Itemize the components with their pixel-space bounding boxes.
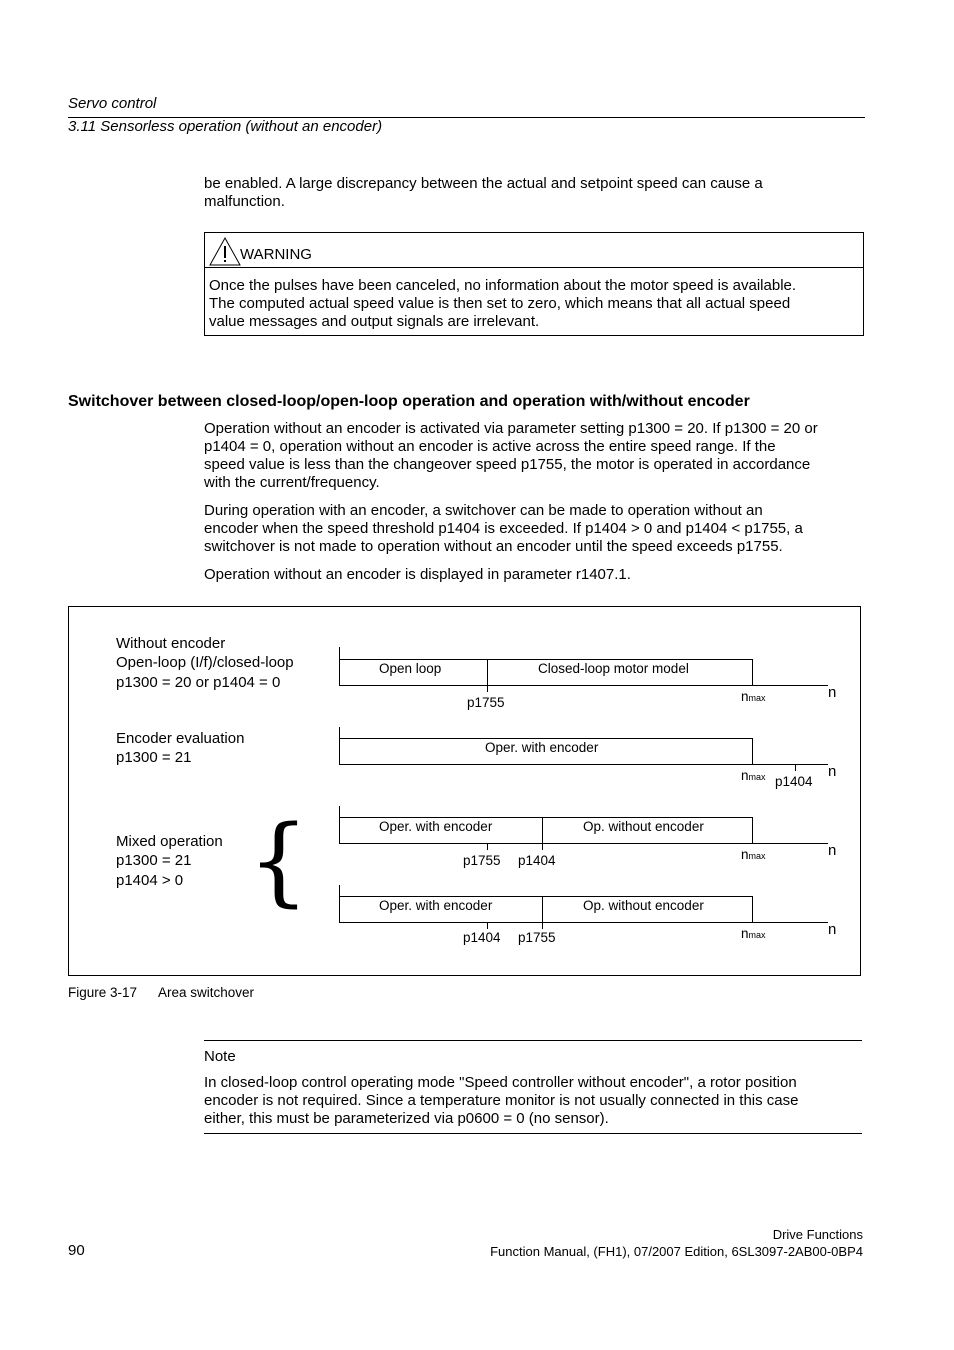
row1-tick-label-p1755: p1755 bbox=[467, 695, 505, 710]
row3b-segment-with-encoder: Oper. with encoder bbox=[379, 898, 493, 913]
row3-label-2: p1300 = 21 bbox=[116, 852, 192, 869]
note-line-3: either, this must be parameterized via p0600 = 0 (no sensor). bbox=[204, 1110, 609, 1127]
row3b-nmax-label: nmax bbox=[741, 926, 766, 941]
row2-label-2: p1300 = 21 bbox=[116, 749, 192, 766]
row2-axis-n-label: n bbox=[828, 763, 837, 780]
row3b-segment-without-encoder: Op. without encoder bbox=[583, 898, 704, 913]
row2-p1404-tick bbox=[795, 764, 796, 771]
intro-line-1: be enabled. A large discrepancy between the actual and setpoint speed can cause a bbox=[204, 175, 763, 192]
row3a-segment-with-encoder: Oper. with encoder bbox=[379, 819, 493, 834]
row3a-p1755-tick bbox=[487, 843, 488, 850]
warning-line-3: value messages and output signals are irrelevant. bbox=[209, 313, 540, 330]
row2-tick-label-p1404: p1404 bbox=[775, 774, 813, 789]
row3a-segment-without-encoder: Op. without encoder bbox=[583, 819, 704, 834]
row3b-axis bbox=[339, 922, 828, 923]
running-header-section: 3.11 Sensorless operation (without an encoder) bbox=[68, 118, 383, 135]
row1-segment-open-loop: Open loop bbox=[379, 661, 442, 676]
warning-title: WARNING bbox=[240, 246, 312, 263]
paragraph-2-line-1: During operation with an encoder, a switchover can be made to operation without an bbox=[204, 502, 763, 519]
row1-label-3: p1300 = 20 or p1404 = 0 bbox=[116, 674, 281, 691]
paragraph-1-line-1: Operation without an encoder is activated via parameter setting p1300 = 20. If p1300 = 20 or bbox=[204, 420, 818, 437]
row3b-divider-tick bbox=[542, 896, 543, 929]
row2-nmax-label: nmax bbox=[741, 768, 766, 783]
row3b-tick-label-p1755: p1755 bbox=[518, 930, 556, 945]
footer-doc-info: Function Manual, (FH1), 07/2007 Edition, 6SL3097-2AB00-0BP4 bbox=[490, 1244, 863, 1259]
note-bottom-rule bbox=[204, 1133, 862, 1134]
row1-axis bbox=[339, 685, 828, 686]
header-rule bbox=[68, 117, 865, 118]
paragraph-3: Operation without an encoder is displayed in parameter r1407.1. bbox=[204, 566, 631, 583]
paragraph-2-line-3: switchover is not made to operation without an encoder until the speed exceeds p1755. bbox=[204, 538, 783, 555]
figure-caption-text: Area switchover bbox=[158, 985, 255, 1000]
intro-line-2: malfunction. bbox=[204, 193, 285, 210]
note-top-rule bbox=[204, 1040, 862, 1041]
row3b-p1404-tick bbox=[487, 922, 488, 929]
paragraph-1-line-2: p1404 = 0, operation without an encoder is active across the entire speed range. If the bbox=[204, 438, 776, 455]
paragraph-2-line-2: encoder when the speed threshold p1404 is exceeded. If p1404 > 0 and p1404 < p1755, a bbox=[204, 520, 803, 537]
row1-divider-tick bbox=[487, 659, 488, 692]
note-title: Note bbox=[204, 1048, 236, 1065]
row3a-nmax-label: nmax bbox=[741, 847, 766, 862]
row3a-axis bbox=[339, 843, 828, 844]
section-heading: Switchover between closed-loop/open-loop operation and operation with/without encoder bbox=[68, 393, 750, 410]
warning-line-1: Once the pulses have been canceled, no information about the motor speed is available. bbox=[209, 277, 797, 294]
row3a-tick-label-p1755: p1755 bbox=[463, 853, 501, 868]
warning-line-2: The computed actual speed value is then set to zero, which means that all actual speed bbox=[209, 295, 791, 312]
row1-segment-closed-loop: Closed-loop motor model bbox=[538, 661, 689, 676]
row3-label-1: Mixed operation bbox=[116, 833, 223, 850]
row2-axis bbox=[339, 764, 828, 765]
warning-triangle-icon bbox=[208, 236, 242, 267]
figure-caption-number: Figure 3-17 bbox=[68, 985, 138, 1000]
paragraph-1-line-3: speed value is less than the changeover speed p1755, the motor is operated in accordance bbox=[204, 456, 811, 473]
row1-axis-n-label: n bbox=[828, 684, 837, 701]
warning-divider bbox=[205, 267, 863, 268]
warning-box bbox=[204, 232, 864, 336]
row2-segment-with-encoder: Oper. with encoder bbox=[485, 740, 599, 755]
row3a-divider-tick bbox=[542, 817, 543, 850]
row1-nmax-label: nmax bbox=[741, 689, 766, 704]
row3-label-3: p1404 > 0 bbox=[116, 872, 184, 889]
footer-doc-title: Drive Functions bbox=[772, 1227, 863, 1242]
page-number: 90 bbox=[68, 1242, 85, 1259]
row1-label-2: Open-loop (I/f)/closed-loop bbox=[116, 654, 294, 671]
running-header-chapter: Servo control bbox=[68, 95, 157, 112]
paragraph-1-line-4: with the current/frequency. bbox=[204, 474, 380, 491]
row1-label-1: Without encoder bbox=[116, 635, 226, 652]
note-line-1: In closed-loop control operating mode "Speed controller without encoder", a rotor position bbox=[204, 1074, 797, 1091]
row3b-axis-n-label: n bbox=[828, 921, 837, 938]
row3b-tick-label-p1404: p1404 bbox=[463, 930, 501, 945]
note-line-2: encoder is not required. Since a temperature monitor is not usually connected in this case bbox=[204, 1092, 799, 1109]
row3a-axis-n-label: n bbox=[828, 842, 837, 859]
curly-brace: { bbox=[248, 805, 310, 917]
row2-label-1: Encoder evaluation bbox=[116, 730, 245, 747]
row3a-tick-label-p1404: p1404 bbox=[518, 853, 556, 868]
